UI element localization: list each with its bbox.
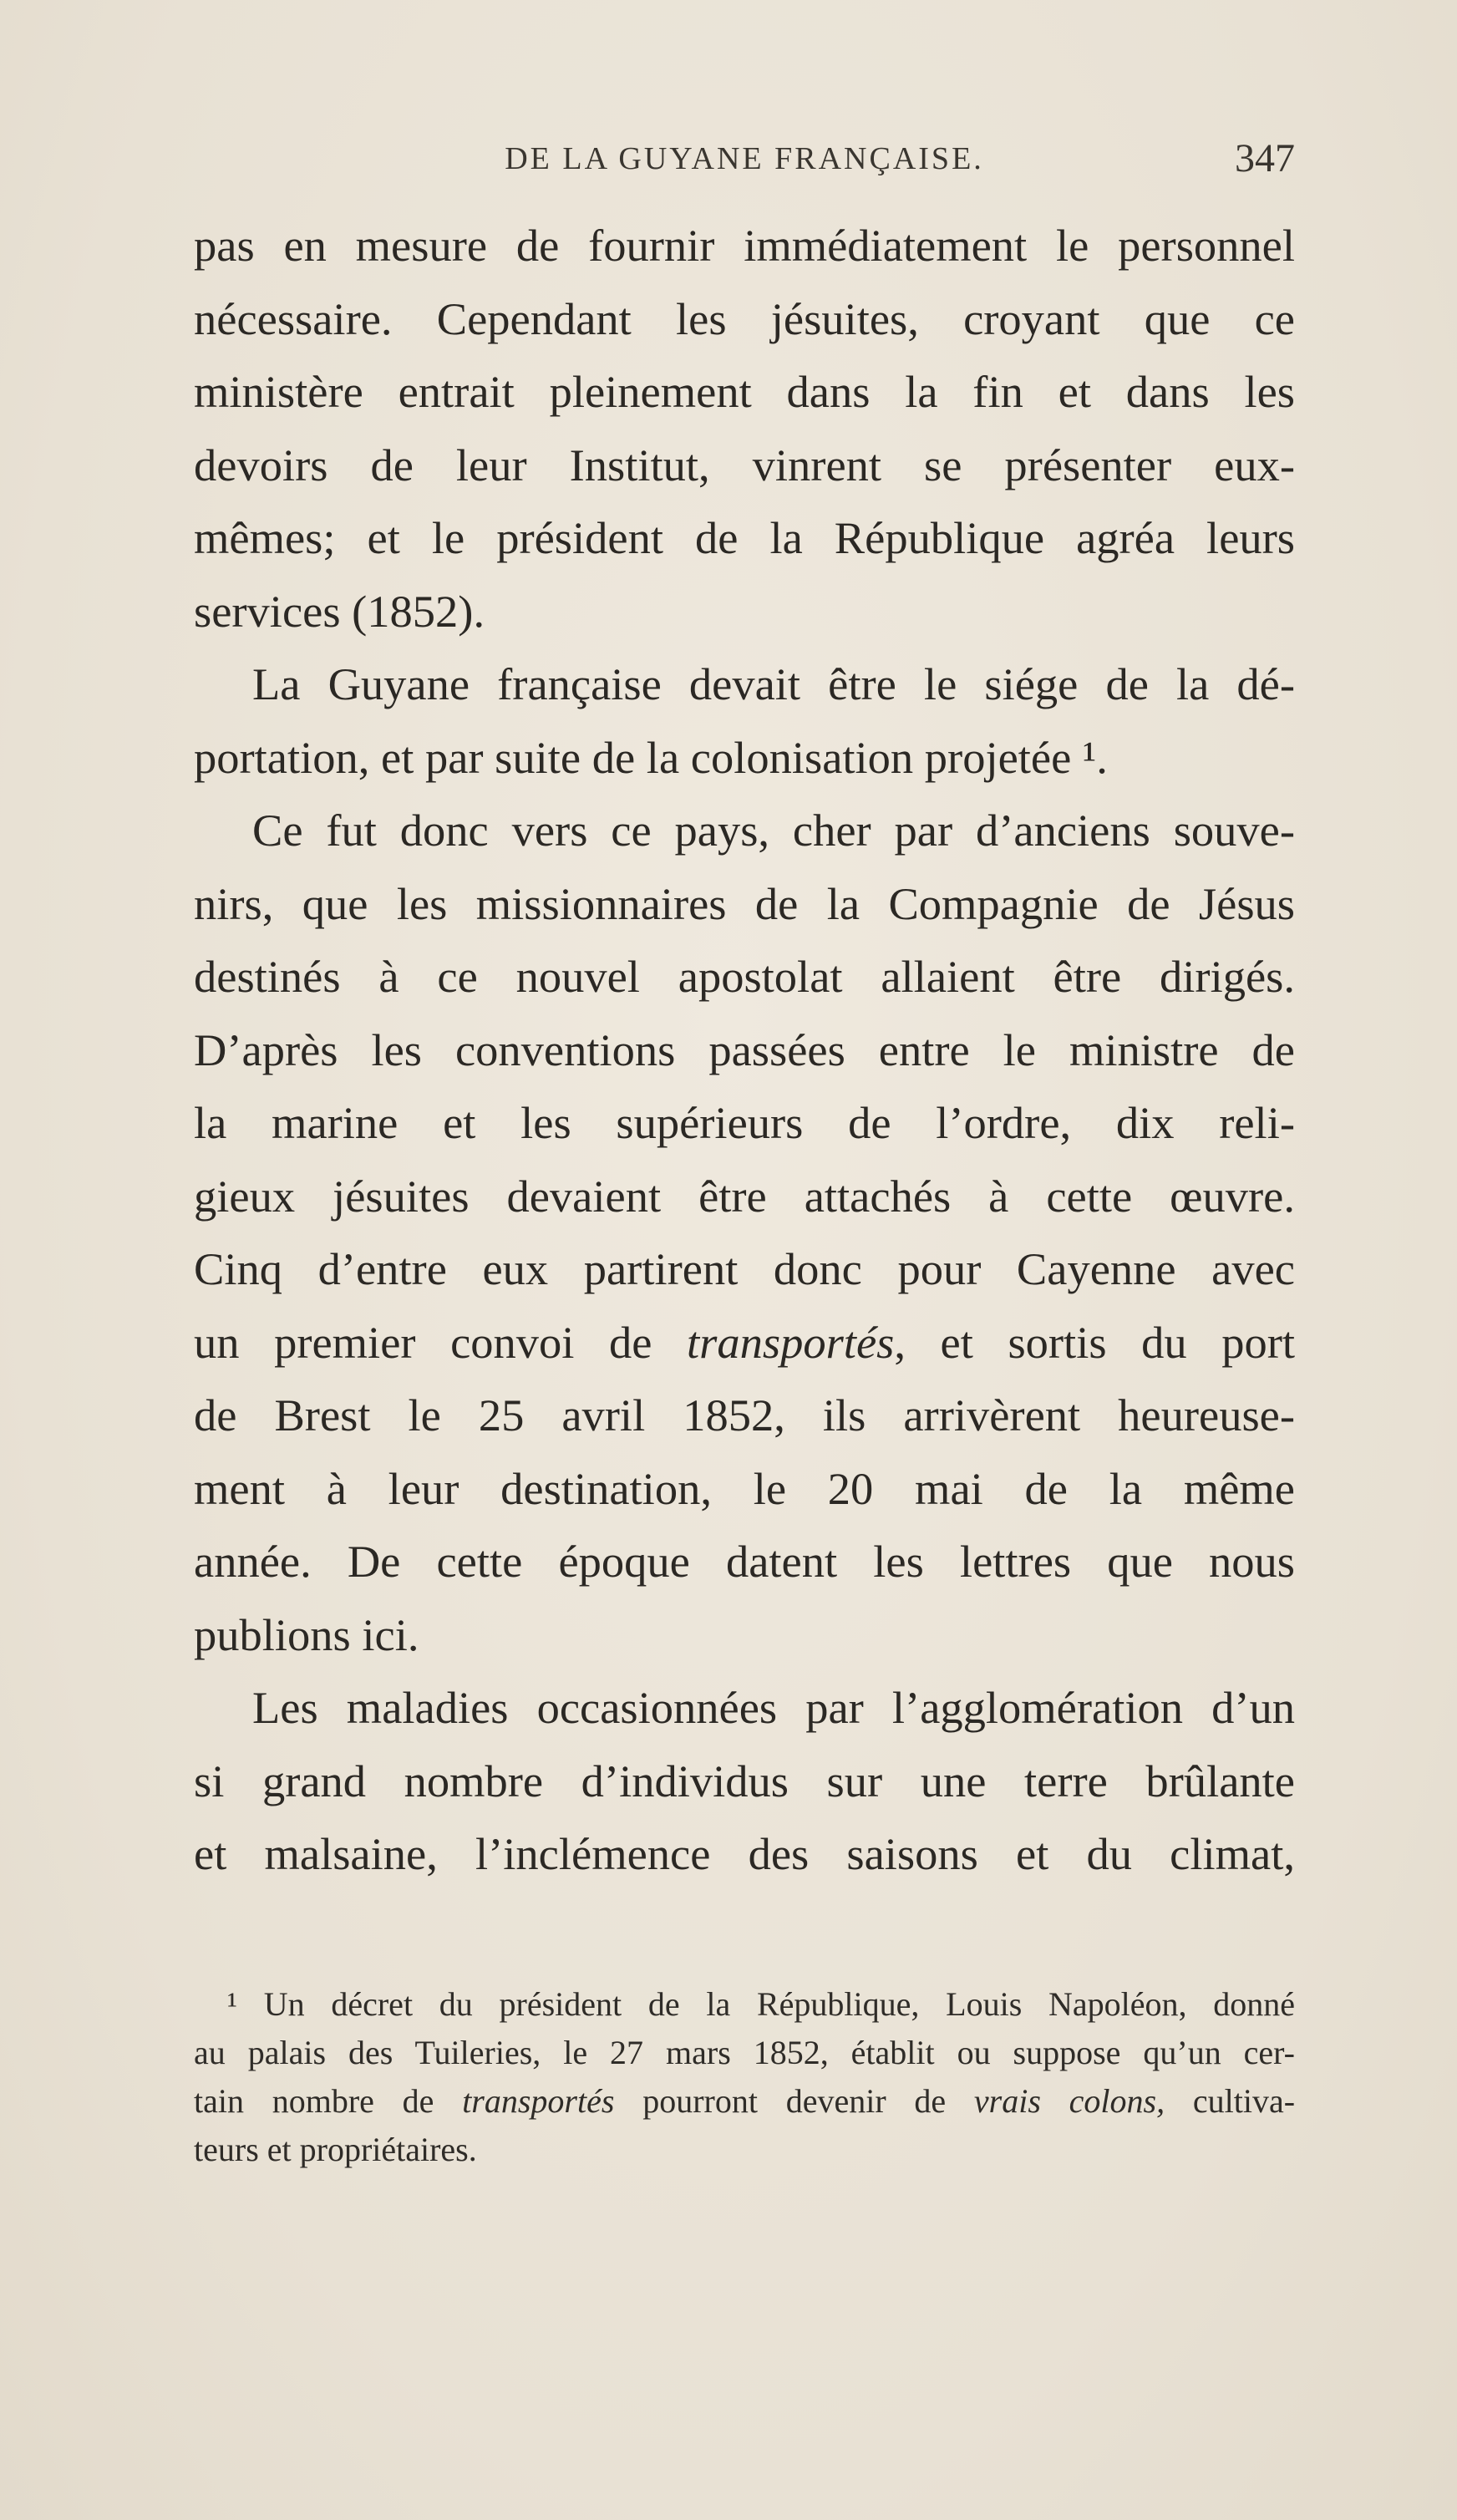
footnote-line: tain nombre de transportés pourront devenir de vrais colons, cultiva- <box>194 2082 1296 2120</box>
text-line: devoirs de leur Institut, vinrent se présenter eux- <box>194 439 1295 490</box>
text-line: Les maladies occasionnées par l’agglomération d’un <box>252 1682 1295 1733</box>
text-line: portation, et par suite de la colonisation projetée ¹. <box>194 731 1108 783</box>
text-line: nécessaire. Cependant les jésuites, croyant que ce <box>194 292 1295 344</box>
text-line: publions ici. <box>194 1608 419 1660</box>
text-line: mêmes; et le président de la République agréa leurs <box>194 512 1295 563</box>
footnote <box>194 1980 1295 2174</box>
running-head: DE LA GUYANE FRANÇAISE. <box>505 141 984 176</box>
text-line: Cinq d’entre eux partirent donc pour Cayenne avec <box>194 1243 1295 1294</box>
footnote-line: au palais des Tuileries, le 27 mars 1852, établit ou suppose qu’un cer- <box>194 2034 1295 2071</box>
text-line: La Guyane française devait être le siége de la dé- <box>252 658 1295 709</box>
text-line: si grand nombre d’individus sur une terre brûlante <box>194 1755 1295 1806</box>
text-line: un premier convoi de transportés, et sortis du port <box>194 1316 1295 1368</box>
text-line: et malsaine, l’inclémence des saisons et du climat, <box>194 1828 1295 1879</box>
text-line: la marine et les supérieurs de l’ordre, dix reli- <box>194 1097 1295 1148</box>
page-number: 347 <box>1235 136 1295 180</box>
text-line: ment à leur destination, le 20 mai de la même <box>194 1462 1295 1514</box>
text-line: gieux jésuites devaient être attachés à cette œuvre. <box>194 1170 1295 1222</box>
text-line: pas en mesure de fournir immédiatement le personnel <box>194 220 1295 271</box>
text-line: de Brest le 25 avril 1852, ils arrivèrent heureuse- <box>194 1390 1295 1440</box>
text-line: ministère entrait pleinement dans la fin et dans les <box>194 366 1295 417</box>
text-line: services (1852). <box>194 585 485 637</box>
footnote-line: ¹ Un décret du président de la République, Louis Napoléon, donné <box>227 1985 1295 2023</box>
text-line: destinés à ce nouvel apostolat allaient être dirigés. <box>194 951 1295 1002</box>
text-line: nirs, que les missionnaires de la Compagnie de Jésus <box>194 877 1295 929</box>
text-line: année. De cette époque datent les lettres que nous <box>194 1536 1295 1587</box>
main-text <box>194 209 1295 1891</box>
text-line: Ce fut donc vers ce pays, cher par d’anciens souve- <box>252 805 1295 856</box>
page-header <box>194 136 1295 191</box>
footnote-line: teurs et propriétaires. <box>194 2131 477 2168</box>
text-line: D’après les conventions passées entre le ministre de <box>194 1024 1295 1075</box>
